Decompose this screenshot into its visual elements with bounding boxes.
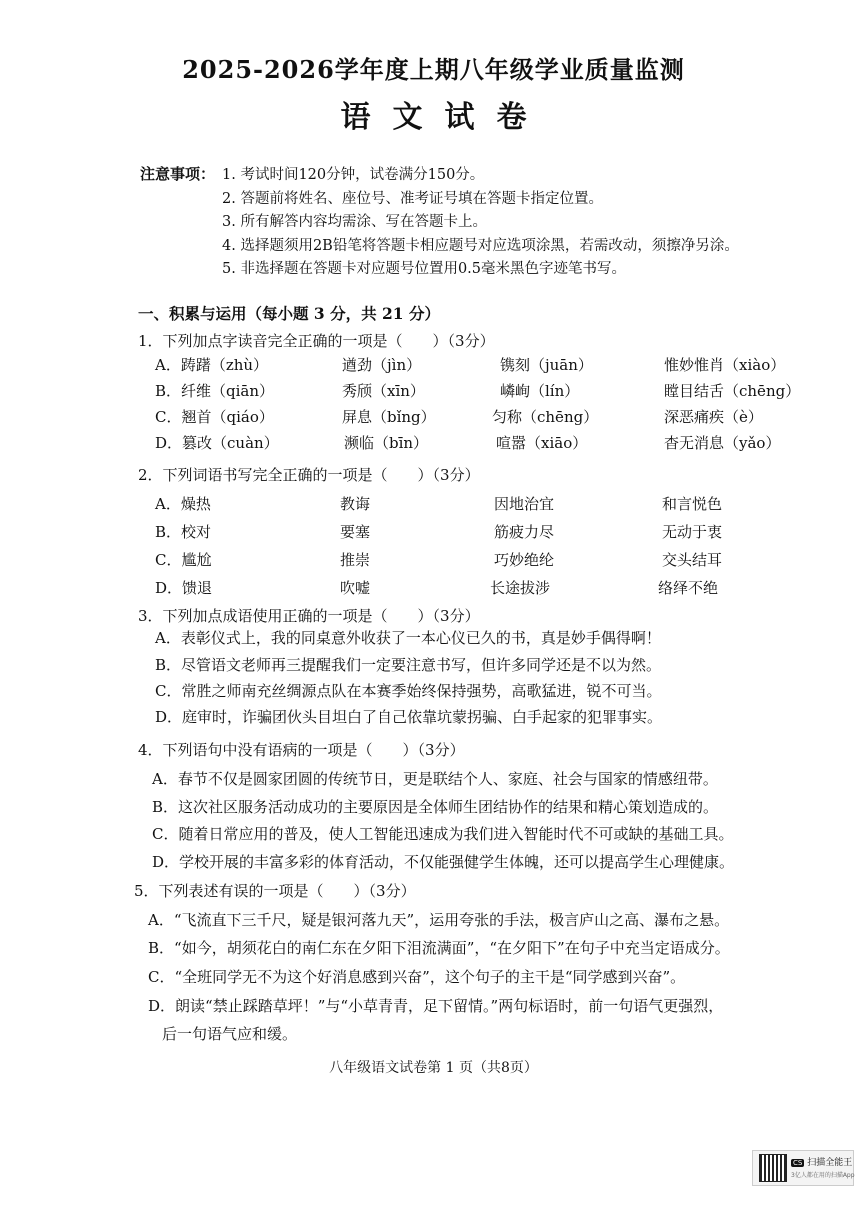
q1-option-cell: C．翘首（qiáo） <box>155 408 274 426</box>
q5-option: B．“如今，胡须花白的南仁东在夕阳下泪流满面”，“在夕阳下”在句子中充当定语成分。 <box>148 939 730 957</box>
q1-option-cell: 濒临（bīn） <box>344 434 429 452</box>
q2-option-cell: 吹嘘 <box>340 579 371 597</box>
q1-option-cell: 匀称（chēng） <box>492 408 599 426</box>
question-4-stem: 4．下列语句中没有语病的一项是（ ）（3分） <box>138 741 465 759</box>
q2-option-cell: B．校对 <box>155 523 212 541</box>
q1-option-cell: 嶙峋（lín） <box>500 382 580 400</box>
q3-option: B．尽管语文老师再三提醒我们一定要注意书写，但许多同学还是不以为然。 <box>155 656 662 674</box>
q5-option: A．“飞流直下三千尺，疑是银河落九天”，运用夸张的手法，极言庐山之高、瀑布之悬。 <box>148 911 730 929</box>
note-item: 4. 选择题须用2B铅笔将答题卡相应题号对应选项涂黑，若需改动，须擦净另涂。 <box>222 238 739 254</box>
note-item: 3. 所有解答内容均需涂、写在答题卡上。 <box>222 214 487 230</box>
q4-option: A．春节不仅是圆家团圆的传统节日，更是联结个人、家庭、社会与国家的情感纽带。 <box>152 770 718 788</box>
q2-option-cell: 络绎不绝 <box>658 579 719 597</box>
scanner-watermark <box>752 1150 854 1186</box>
q4-option: C．随着日常应用的普及，使人工智能迅速成为我们进入智能时代不可或缺的基础工具。 <box>152 825 734 843</box>
q2-option-cell: 推崇 <box>340 551 371 569</box>
question-3-stem: 3．下列加点成语使用正确的一项是（ ）（3分） <box>138 607 480 625</box>
q1-option-cell: 瞠目结舌（chēng） <box>664 382 801 400</box>
exam-title: 2025-2026学年度上期八年级学业质量监测 <box>182 55 685 84</box>
q3-option: A．表彰仪式上，我的同桌意外收获了一本心仪已久的书，真是妙手偶得啊！ <box>155 629 661 647</box>
note-item: 5. 非选择题在答题卡对应题号位置用0.5毫米黑色字迹笔书写。 <box>222 261 627 277</box>
scanner-name: 扫描全能王 <box>807 1158 853 1168</box>
q1-option-cell: 秀颀（xīn） <box>342 382 425 400</box>
exam-subtitle: 语文试卷 <box>340 100 549 135</box>
q2-option-cell: D．馈退 <box>155 579 213 597</box>
q1-option-cell: A．踌躇（zhù） <box>155 356 269 374</box>
q1-option-cell: 深恶痛疾（è） <box>664 408 763 426</box>
q1-option-cell: 杳无消息（yǎo） <box>664 434 781 452</box>
q1-option-cell: 镌刻（juān） <box>500 356 593 374</box>
section-heading: 一、积累与运用（每小题 3 分，共 21 分） <box>138 304 440 323</box>
question-5-stem: 5．下列表述有误的一项是（ ）（3分） <box>134 882 416 900</box>
question-1-stem: 1．下列加点字读音完全正确的一项是（ ）（3分） <box>138 332 495 350</box>
question-2-stem: 2．下列词语书写完全正确的一项是（ ）（3分） <box>138 466 480 484</box>
q4-option: D．学校开展的丰富多彩的体育活动，不仅能强健学生体魄，还可以提高学生心理健康。 <box>152 853 735 871</box>
q3-option: D．庭审时，诈骗团伙头目坦白了自己依靠坑蒙拐骗、白手起家的犯罪事实。 <box>155 708 663 726</box>
q1-option-cell: B．纤维（qiān） <box>155 382 275 400</box>
q2-option-cell: C．尴尬 <box>155 551 212 569</box>
q2-option-cell: 交头结耳 <box>662 551 723 569</box>
q2-option-cell: 教诲 <box>340 495 371 513</box>
q5-option-continued: 后一句语气应和缓。 <box>162 1025 298 1043</box>
q2-option-cell: 筋疲力尽 <box>494 523 555 541</box>
q4-option: B．这次社区服务活动成功的主要原因是全体师生团结协作的结果和精心策划造成的。 <box>152 798 719 816</box>
scanner-brand <box>791 1155 852 1168</box>
notes-label: 注意事项： <box>140 165 216 183</box>
qr-code-icon <box>759 1154 787 1182</box>
q1-option-cell: 惟妙惟肖（xiào） <box>664 356 786 374</box>
q2-option-cell: 巧妙绝纶 <box>494 551 555 569</box>
q1-option-cell: 屏息（bǐng） <box>342 408 436 426</box>
page-footer: 八年级语文试卷第 1 页（共8页） <box>329 1060 538 1076</box>
cs-logo: CS <box>793 1159 803 1167</box>
q2-option-cell: 要塞 <box>340 523 371 541</box>
q3-option: C．常胜之师南充丝绸源点队在本赛季始终保持强势，高歌猛进，锐不可当。 <box>155 682 662 700</box>
note-item: 2. 答题前将姓名、座位号、准考证号填在答题卡指定位置。 <box>222 191 603 207</box>
q2-option-cell: A．燥热 <box>155 495 211 513</box>
q2-option-cell: 长途拔涉 <box>490 579 551 597</box>
q1-option-cell: 遒劲（jìn） <box>342 356 422 374</box>
q2-option-cell: 无动于衷 <box>662 523 723 541</box>
q5-option: D．朗读“禁止踩踏草坪！”与“小草青青，足下留情。”两句标语时，前一句语气更强烈， <box>148 997 724 1015</box>
q2-option-cell: 和言悦色 <box>662 495 723 513</box>
q2-option-cell: 因地治宜 <box>494 495 555 513</box>
note-item: 1. 考试时间120分钟，试卷满分150分。 <box>222 167 485 183</box>
q1-option-cell: D．篡改（cuàn） <box>155 434 279 452</box>
q5-option: C．“全班同学无不为这个好消息感到兴奋”，这个句子的主干是“同学感到兴奋”。 <box>148 968 686 986</box>
q1-option-cell: 喧嚣（xiāo） <box>496 434 588 452</box>
scanner-tagline: 3亿人都在用的扫描App <box>791 1172 855 1179</box>
